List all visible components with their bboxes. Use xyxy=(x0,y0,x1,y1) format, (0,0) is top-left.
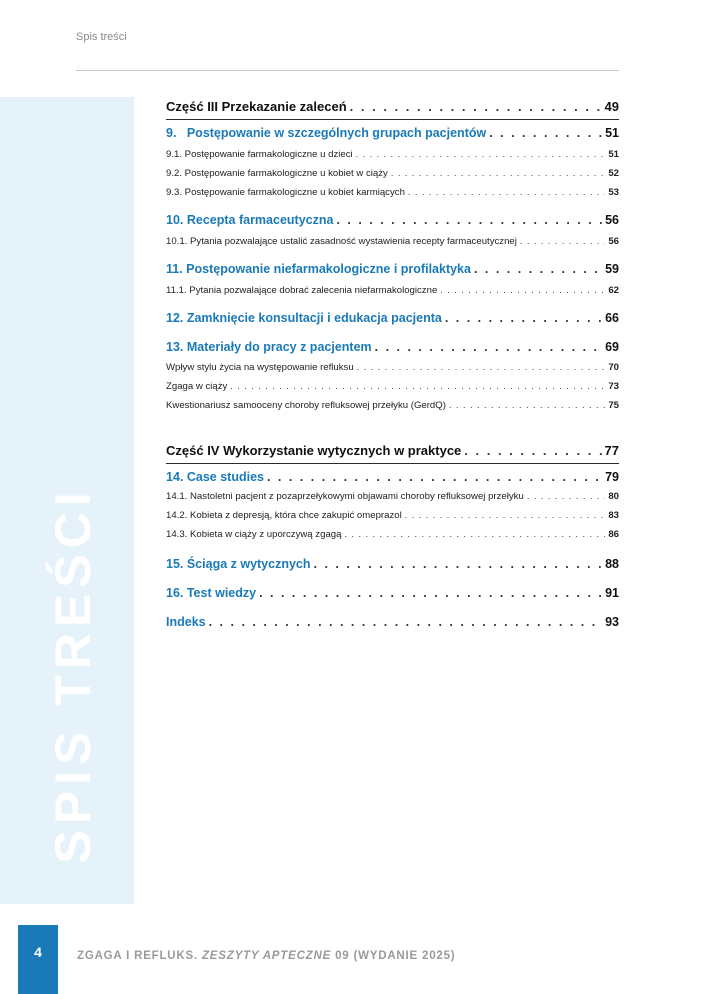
toc-leader xyxy=(209,615,602,629)
toc-label: 9. Postępowanie w szczególnych grupach pacjentów xyxy=(166,126,487,140)
toc-leader xyxy=(230,381,605,391)
toc-page: 88 xyxy=(605,557,619,571)
toc-part-3[interactable] xyxy=(166,99,619,114)
toc-leader xyxy=(440,285,605,295)
toc-section-14[interactable] xyxy=(166,470,619,484)
toc-page: 91 xyxy=(605,586,619,600)
toc-page: 62 xyxy=(608,285,619,296)
toc-section-11[interactable] xyxy=(166,262,619,276)
toc-label: Wpływ stylu życia na występowanie refluksu xyxy=(166,362,354,373)
toc-page: 51 xyxy=(605,126,619,140)
toc-page: 66 xyxy=(605,311,619,325)
toc-page: 83 xyxy=(608,510,619,521)
toc-part-4[interactable] xyxy=(166,443,619,458)
toc-leader xyxy=(489,126,602,140)
side-title: SPIS TREŚCI xyxy=(45,486,101,864)
toc-label: 9.1. Postępowanie farmakologiczne u dzieci xyxy=(166,149,353,160)
toc-subsection-9-2[interactable] xyxy=(166,168,619,179)
part-divider xyxy=(166,463,619,464)
toc-leader xyxy=(408,187,605,197)
footer-title-issue: 09 (WYDANIE 2025) xyxy=(335,950,456,962)
footer-title-series: ZESZYTY APTECZNE xyxy=(201,950,332,962)
toc-leader xyxy=(464,443,601,458)
toc-page: 51 xyxy=(608,149,619,160)
toc-label: 15. Ściąga z wytycznych xyxy=(166,557,311,571)
toc-section-13[interactable] xyxy=(166,340,619,354)
toc-leader xyxy=(405,510,606,520)
toc-label: 9.3. Postępowanie farmakologiczne u kobiet karmiących xyxy=(166,187,405,198)
toc-page: 80 xyxy=(608,491,619,502)
toc-leader xyxy=(391,168,605,178)
toc-leader xyxy=(356,149,606,159)
toc-subsection-14-3[interactable] xyxy=(166,529,619,540)
toc-label: Część III Przekazanie zaleceń xyxy=(166,99,347,114)
toc-subsection-9-1[interactable] xyxy=(166,149,619,160)
footer-title-main: ZGAGA I REFLUKS. xyxy=(77,950,198,962)
toc-label: Część IV Wykorzystanie wytycznych w praktyce xyxy=(166,443,462,458)
toc-page: 93 xyxy=(605,615,619,629)
toc-label: 12. Zamknięcie konsultacji i edukacja pacjenta xyxy=(166,311,442,325)
toc-label: 10.1. Pytania pozwalające ustalić zasadność wystawienia recepty farmaceutycznej xyxy=(166,236,517,247)
toc-subsection-13-c[interactable] xyxy=(166,400,619,411)
toc-page: 59 xyxy=(605,262,619,276)
toc-page: 69 xyxy=(605,340,619,354)
toc-label: 11.1. Pytania pozwalające dobrać zalecenia niefarmakologiczne xyxy=(166,285,438,296)
toc-section-12[interactable] xyxy=(166,311,619,325)
toc-label: Indeks xyxy=(166,615,206,629)
toc-page: 56 xyxy=(605,213,619,227)
toc-section-16[interactable] xyxy=(166,586,619,600)
toc-section-10[interactable] xyxy=(166,213,619,227)
toc-leader xyxy=(445,311,602,325)
toc-subsection-14-2[interactable] xyxy=(166,510,619,521)
toc-leader xyxy=(527,491,606,501)
toc-subsection-10-1[interactable] xyxy=(166,236,619,247)
toc-leader xyxy=(520,236,605,246)
toc-leader xyxy=(259,586,602,600)
toc-page: 70 xyxy=(608,362,619,373)
toc-page: 56 xyxy=(608,236,619,247)
toc-page: 73 xyxy=(608,381,619,392)
page-number: 4 xyxy=(34,944,42,960)
toc-section-15[interactable] xyxy=(166,557,619,571)
toc-label: 16. Test wiedzy xyxy=(166,586,257,600)
toc-page: 52 xyxy=(608,168,619,179)
toc-subsection-9-3[interactable] xyxy=(166,187,619,198)
toc-subsection-13-a[interactable] xyxy=(166,362,619,373)
toc-label: Zgaga w ciąży xyxy=(166,381,228,392)
toc-subsection-11-1[interactable] xyxy=(166,285,619,296)
toc-page: 79 xyxy=(605,470,619,484)
toc-leader xyxy=(375,340,602,354)
toc-index[interactable] xyxy=(166,615,619,629)
toc-leader xyxy=(449,400,605,410)
toc-label: 14. Case studies xyxy=(166,470,264,484)
toc-label: 10. Recepta farmaceutyczna xyxy=(166,213,334,227)
toc-leader xyxy=(314,557,603,571)
footer-title xyxy=(77,950,455,962)
toc-subsection-14-1[interactable] xyxy=(166,491,619,502)
toc-page: 75 xyxy=(608,400,619,411)
toc-subsection-13-b[interactable] xyxy=(166,381,619,392)
toc-leader xyxy=(267,470,602,484)
toc-leader xyxy=(357,362,606,372)
toc-leader xyxy=(344,529,605,539)
toc-page: 49 xyxy=(604,99,619,114)
part-divider xyxy=(166,119,619,120)
toc-label: Kwestionariusz samooceny choroby refluksowej przełyku (GerdQ) xyxy=(166,400,446,411)
toc-label: 11. Postępowanie niefarmakologiczne i profilaktyka xyxy=(166,262,471,276)
toc-label: 13. Materiały do pracy z pacjentem xyxy=(166,340,372,354)
toc-leader xyxy=(336,213,602,227)
toc-page: 53 xyxy=(608,187,619,198)
toc-label: 14.3. Kobieta w ciąży z uporczywą zgagą xyxy=(166,529,342,540)
toc-label: 14.2. Kobieta z depresją, która chce zakupić omeprazol xyxy=(166,510,402,521)
toc-leader xyxy=(350,99,602,114)
toc-section-9[interactable] xyxy=(166,126,619,140)
toc-page: 77 xyxy=(604,443,619,458)
toc-leader xyxy=(474,262,602,276)
running-header: Spis treści xyxy=(76,31,127,43)
toc-page: 86 xyxy=(608,529,619,540)
toc-label: 14.1. Nastoletni pacjent z pozaprzełykowymi objawami choroby refluksowej przełyku xyxy=(166,491,524,502)
header-divider xyxy=(76,70,619,71)
toc-label: 9.2. Postępowanie farmakologiczne u kobiet w ciąży xyxy=(166,168,388,179)
